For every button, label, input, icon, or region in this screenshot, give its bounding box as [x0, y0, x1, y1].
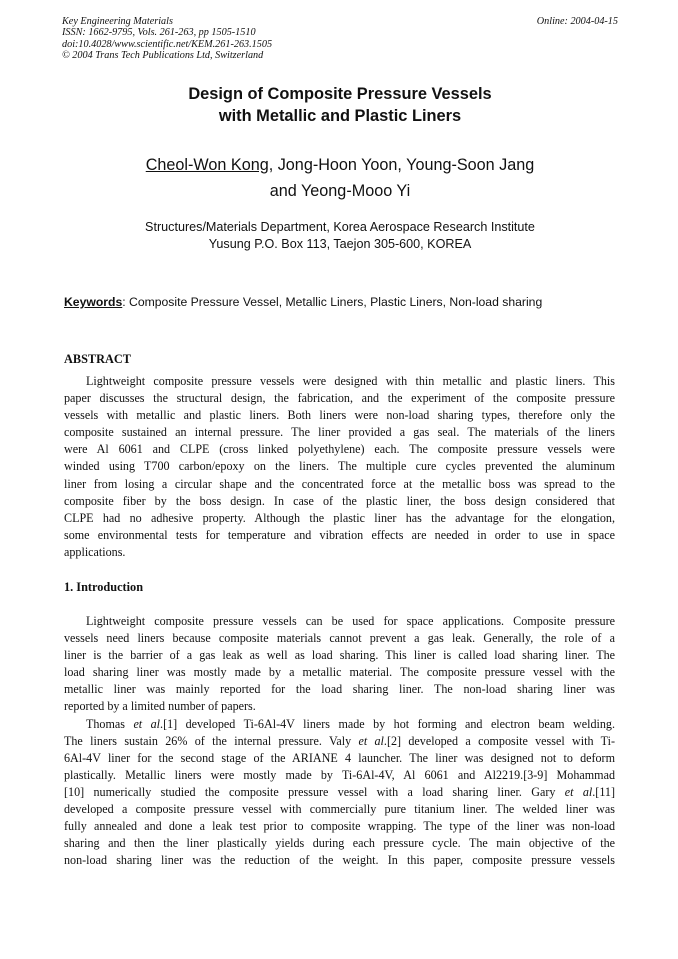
intro-text: .[11]	[592, 784, 615, 799]
abstract-line: winded using T700 carbon/epoxy on the liners. The multiple cure cycles prevented the aluminum	[64, 459, 615, 474]
issn-line: ISSN: 1662-9795, Vols. 261-263, pp 1505-1510	[62, 27, 256, 39]
intro-text: [10] numerically studied the composite pressure vessel with a load sharing liner. Gary	[64, 784, 565, 799]
affiliation-line-2: Yusung P.O. Box 113, Taejon 305-600, KOREA	[208, 237, 472, 251]
abstract-line: Lightweight composite pressure vessels were designed with thin metallic and plastic liners. This	[86, 374, 615, 388]
co-authors: , Jong-Hoon Yoon, Young-Soon Jang	[268, 156, 535, 174]
intro-line: sharing and then the liner plastically yields during each pressure cycle. The main objective of the	[64, 836, 615, 851]
corresponding-author: Cheol-Won Kong	[145, 156, 269, 174]
abstract-heading: ABSTRACT	[64, 352, 131, 366]
keywords-text: : Composite Pressure Vessel, Metallic Liners, Plastic Liners, Non-load sharing	[122, 295, 543, 309]
journal-name: Key Engineering Materials	[62, 16, 173, 27]
keywords	[64, 294, 620, 310]
intro-line: liner is the barrier of a gas leak as well as load sharing. This liner is called load sharing liner. The	[64, 648, 615, 663]
abstract-line: were Al 6061 and CLPE (cross linked polyethylene) each. The composite pressure vessels were	[64, 442, 615, 457]
intro-line: metallic liner was mainly reported for the load sharing liner. The non-load sharing liner was	[64, 682, 615, 697]
abstract-line: applications.	[64, 544, 126, 559]
intro-text: The liners sustain 26% of the internal pressure. Valy	[64, 733, 359, 748]
paper-title	[62, 83, 618, 127]
keywords-label: Keywords	[64, 295, 123, 309]
abstract-line: CLPE had no adhesive property. Although the plastic liner has the advantage for the elongation,	[64, 510, 615, 525]
intro-line	[64, 784, 615, 801]
authors-line-1	[62, 152, 618, 178]
affiliation-line-1: Structures/Materials Department, Korea Aerospace Research Institute	[145, 220, 535, 234]
intro-line: developed a composite pressure vessel with commercially pure titanium liner. The welded liner was	[64, 802, 615, 817]
authors-line-2: and Yeong-Mooo Yi	[269, 182, 411, 200]
abstract-line: liner from losing a circular shape and the concentrated force at the metallic boss was spread to the	[64, 476, 615, 491]
intro-line: load sharing liner was mostly made by a metallic material. The composite pressure vessel with the	[64, 665, 615, 680]
intro-line	[64, 733, 615, 750]
intro-line: non-load sharing liner was the reduction of the weight. In this paper, composite pressure vessels	[64, 853, 615, 868]
intro-line: plastically. Metallic liners were mostly made by Ti-6Al-4V, Al 6061 and Al2219.[3-9] Mohammad	[64, 767, 615, 782]
title-line-2: with Metallic and Plastic Liners	[218, 107, 462, 125]
author-list	[62, 152, 618, 204]
intro-line: fully annealed and done a leak test prior to composite wrapping. The type of the liner was non-load	[64, 819, 615, 834]
journal-header	[62, 16, 618, 61]
introduction-body	[64, 613, 615, 869]
abstract-line: composite fiber by the boss design. In case of the plastic liner, the boss design considered that	[64, 493, 615, 508]
intro-line: 6Al-4V liner for the second stage of the ARIANE 4 launcher. The liner was designed not to deform	[64, 750, 615, 765]
intro-text: .[2] developed a composite vessel with Ti-	[383, 733, 615, 748]
citation-etal: et al	[358, 733, 384, 748]
introduction-heading: 1. Introduction	[64, 580, 144, 594]
copyright-line: © 2004 Trans Tech Publications Ltd, Switzerland	[62, 49, 264, 61]
abstract-body	[64, 373, 615, 561]
intro-line: reported by a limited number of papers.	[64, 699, 256, 714]
abstract-line: some environmental tests for temperature and vibration effects are needed in order to use in space	[64, 527, 615, 542]
citation-etal: et al	[133, 716, 161, 731]
title-line-1: Design of Composite Pressure Vessels	[188, 85, 492, 103]
intro-line: Lightweight composite pressure vessels can be used for space applications. Composite pressure	[86, 614, 615, 628]
abstract-line: composite sustained an internal pressure. The liner provided a gas seal. The materials of the liners	[64, 425, 615, 440]
intro-text: Thomas	[86, 716, 134, 731]
doi-line: doi:10.4028/www.scientific.net/KEM.261-263.1505	[62, 38, 273, 50]
intro-line	[64, 716, 615, 733]
abstract-line: paper discusses the structural design, the fabrication, and the experiment of the composite pressure	[64, 391, 615, 406]
citation-etal: et al	[564, 784, 593, 799]
intro-line: vessels need liners because composite materials cannot prevent a gas leak. Generally, the role of a	[64, 631, 615, 646]
affiliation	[62, 219, 618, 253]
online-date: Online: 2004-04-15	[536, 16, 618, 27]
abstract-line: vessels with metallic and plastic liners. Both liners were non-load sharing types, therefore only the	[64, 408, 615, 423]
intro-text: .[1] developed Ti-6Al-4V liners made by hot forming and electron beam welding.	[160, 716, 615, 731]
